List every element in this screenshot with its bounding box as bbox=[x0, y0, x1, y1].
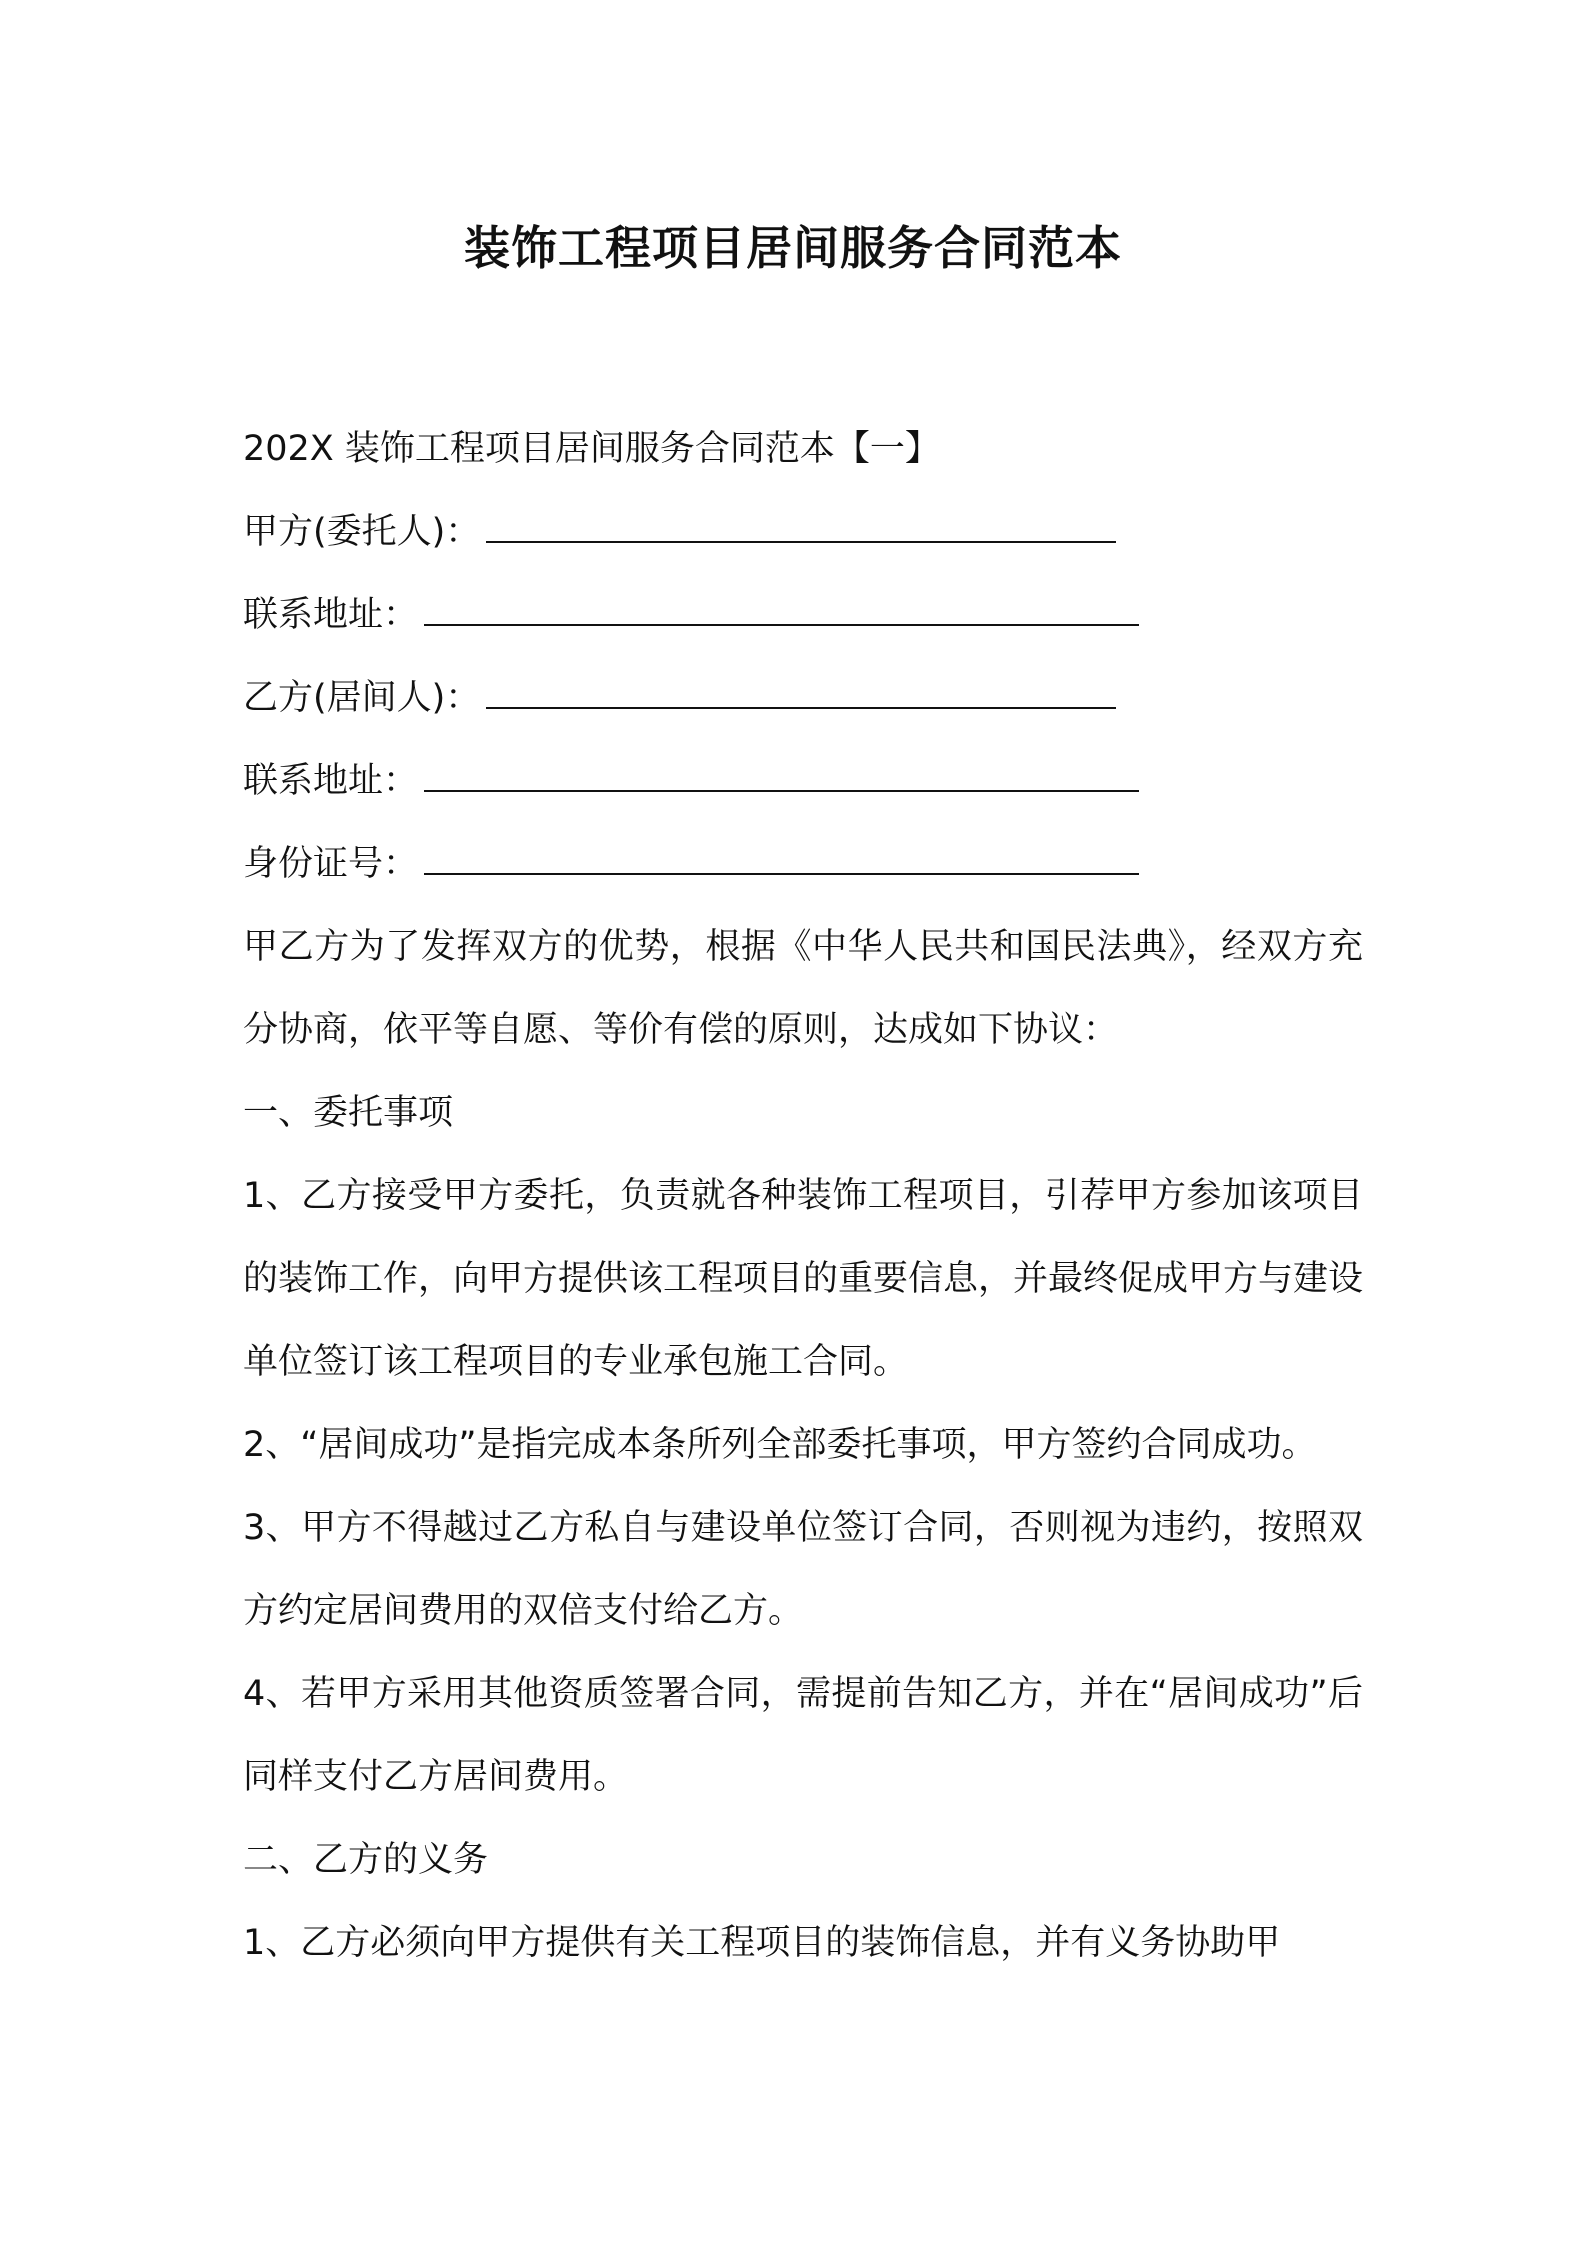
document-subtitle: 202X 装饰工程项目居间服务合同范本【一】 bbox=[243, 429, 940, 469]
section-2-heading: 二、乙方的义务 bbox=[243, 1840, 489, 1880]
document-title: 装饰工程项目居间服务合同范本 bbox=[464, 221, 1122, 275]
blank-line-address-b bbox=[424, 754, 1139, 792]
section-1-heading: 一、委托事项 bbox=[243, 1093, 454, 1133]
blank-line-address-a bbox=[424, 588, 1139, 626]
field-id-number bbox=[243, 823, 1363, 906]
blank-line-party-b bbox=[486, 671, 1116, 709]
field-party-b bbox=[243, 657, 1363, 740]
blank-line-id-number bbox=[424, 837, 1139, 875]
section-1-item-2: 2、“居间成功”是指完成本条所列全部委托事项，甲方签约合同成功。 bbox=[243, 1425, 1317, 1465]
section-2-item-1: 1、乙方必须向甲方提供有关工程项目的装饰信息，并有义务协助甲 bbox=[243, 1923, 1281, 1963]
field-label-party-b: 乙方(居间人)： bbox=[243, 678, 481, 718]
section-1-item-4: 4、若甲方采用其他资质签署合同，需提前告知乙方，并在“居间成功”后同样支付乙方居间费用。 bbox=[243, 1674, 1363, 1797]
section-1-item-1: 1、乙方接受甲方委托，负责就各种装饰工程项目，引荐甲方参加该项目的装饰工作，向甲方提供该工程项目的重要信息，并最终促成甲方与建设单位签订该工程项目的专业承包施工合同。 bbox=[243, 1176, 1364, 1382]
intro-paragraph: 甲乙方为了发挥双方的优势，根据《中华人民共和国民法典》，经双方充分协商，依平等自愿、等价有偿的原则，达成如下协议： bbox=[243, 927, 1363, 1050]
field-label-address-b: 联系地址： bbox=[243, 761, 419, 801]
field-address-a bbox=[243, 574, 1363, 657]
document-body bbox=[243, 408, 1363, 1985]
field-label-party-a: 甲方(委托人)： bbox=[243, 512, 481, 552]
section-1-item-3: 3、甲方不得越过乙方私自与建设单位签订合同，否则视为违约，按照双方约定居间费用的双倍支付给乙方。 bbox=[243, 1508, 1363, 1631]
field-label-address-a: 联系地址： bbox=[243, 595, 419, 635]
field-party-a bbox=[243, 491, 1363, 574]
blank-line-party-a bbox=[486, 505, 1116, 543]
field-address-b bbox=[243, 740, 1363, 823]
field-label-id-number: 身份证号： bbox=[243, 844, 419, 884]
